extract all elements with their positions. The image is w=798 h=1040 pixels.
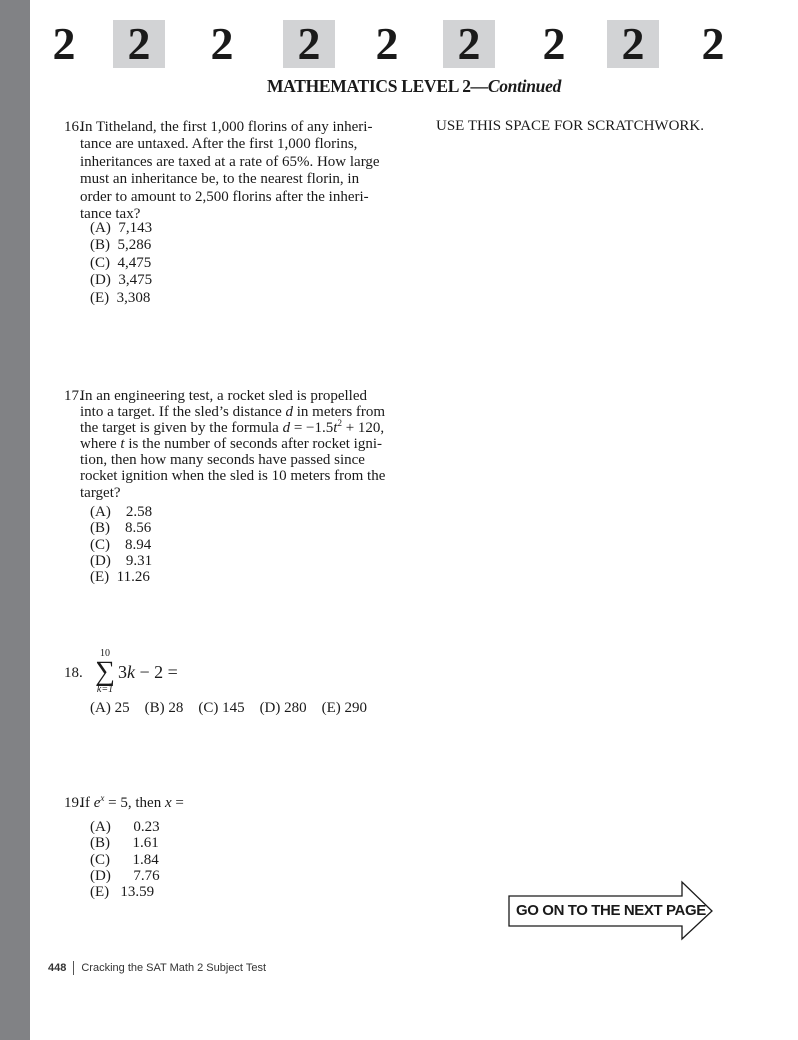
question-text: tance tax?: [80, 206, 141, 223]
question-number: 17.: [64, 388, 83, 404]
sigma-symbol: ∑: [95, 656, 115, 687]
answer-choices-16: [90, 220, 152, 307]
var-t: t: [120, 436, 125, 453]
text: = −1.5: [290, 420, 334, 437]
question-text: tance are untaxed. After the first 1,000 florins,: [80, 136, 358, 153]
var-d: d: [285, 404, 293, 421]
choice-b: (B) 8.56: [90, 520, 152, 537]
question-text: must an inheritance be, to the nearest florin, in: [80, 171, 360, 188]
summation-expression: [118, 661, 178, 683]
section-number: 2: [375, 18, 399, 69]
var-t: t: [333, 420, 338, 437]
section-number-boxed: 2: [607, 20, 659, 68]
section-number: 2: [52, 18, 76, 69]
choice-a: (A) 7,143: [90, 220, 153, 236]
question-text: order to amount to 2,500 florins after the inheri-: [80, 188, 369, 205]
book-title: Cracking the SAT Math 2 Subject Test: [81, 961, 267, 974]
section-number: 2: [701, 18, 725, 69]
title-continued: —Continued: [470, 76, 562, 96]
var-e: e: [93, 795, 101, 811]
text: − 2 =: [135, 662, 178, 682]
question-text: rocket ignition when the sled is 10 meters from the: [80, 468, 386, 485]
choice-e: (E) 13.59: [90, 884, 155, 901]
text: the target is given by the formula: [80, 420, 283, 437]
question-number: 19.: [64, 795, 83, 811]
text: If: [80, 795, 94, 811]
scratchwork-label: USE THIS SPACE FOR SCRATCHWORK.: [436, 118, 704, 134]
section-number: 2: [210, 18, 234, 69]
summation: [90, 648, 120, 696]
choice-d: (D) 9.31: [90, 552, 153, 569]
exponent-x: x: [100, 793, 105, 803]
question-text: [80, 436, 385, 452]
text: where: [80, 436, 121, 453]
question-text: inheritances are taxed at a rate of 65%. How large: [80, 153, 380, 170]
choice-c: (C) 8.94: [90, 536, 152, 553]
text: = 5, then: [104, 795, 165, 811]
choice-b: (B) 5,286: [90, 237, 152, 254]
page-footer: [48, 961, 266, 975]
choice-c: (C) 4,475: [90, 254, 152, 271]
choice-a: (A) 2.58: [90, 504, 153, 520]
page-edge-bar: [0, 0, 30, 1040]
text: in meters from: [293, 404, 386, 421]
text: =: [171, 795, 184, 811]
choice-c: (C) 1.84: [90, 851, 159, 868]
question-text: tion, then how many seconds have passed since: [80, 452, 365, 469]
section-number-boxed: 2: [113, 20, 165, 68]
question-text: [80, 420, 385, 436]
section-number-boxed: 2: [443, 20, 495, 68]
choice-d: (D) 7.76: [90, 867, 160, 884]
next-page-label: GO ON TO THE NEXT PAGE: [516, 902, 706, 919]
choice-a: (A) 0.23: [90, 819, 160, 835]
text: + 120,: [341, 420, 385, 437]
answer-choices-19: [90, 819, 160, 900]
title-text: MATHEMATICS LEVEL 2: [266, 76, 471, 96]
exponent: 2: [337, 418, 342, 429]
sum-upper-limit: 10: [100, 648, 110, 659]
answer-choices-18: (A) 25 (B) 28 (C) 145 (D) 280 (E) 290: [90, 700, 368, 716]
choice-b: (B) 1.61: [90, 835, 159, 852]
question-number: 18.: [64, 665, 83, 681]
question-number: 16.: [64, 119, 83, 135]
choice-e: (E) 11.26: [90, 569, 150, 586]
var-k: k: [127, 662, 135, 682]
section-number: 2: [542, 18, 566, 69]
footer-divider: [73, 961, 74, 975]
question-text: In an engineering test, a rocket sled is propelled: [80, 388, 367, 404]
section-number-boxed: 2: [283, 20, 335, 68]
var-d: d: [282, 420, 291, 437]
var-x: x: [164, 795, 172, 811]
choice-d: (D) 3,475: [90, 272, 153, 289]
question-text: target?: [80, 484, 121, 501]
sum-lower-limit: k=1: [96, 684, 114, 695]
answer-choices-17: [90, 504, 152, 585]
text: into a target. If the sled’s distance: [80, 404, 286, 421]
text: is the number of seconds after rocket igni-: [124, 436, 382, 453]
question-text: In Titheland, the first 1,000 florins of any inheri-: [80, 119, 373, 135]
choice-e: (E) 3,308: [90, 289, 151, 306]
section-title: [0, 76, 798, 97]
page-number: 448: [48, 961, 67, 974]
text: 3: [118, 662, 127, 682]
